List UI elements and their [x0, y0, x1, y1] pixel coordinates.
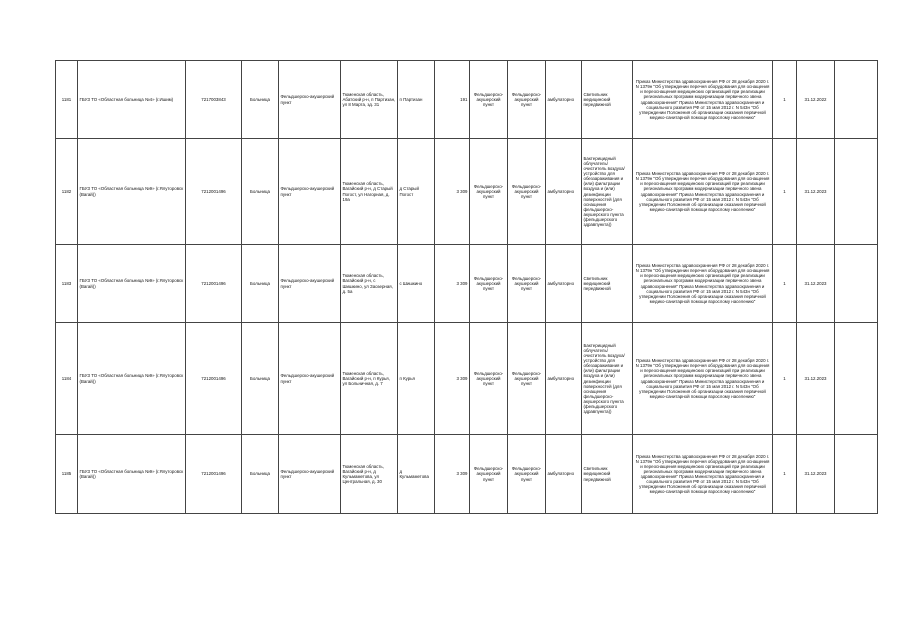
deadline-date: 31.12.2023	[797, 139, 835, 245]
organization-kind: Больница	[242, 61, 279, 139]
legal-basis: Приказ Министерства здравоохранения РФ от 28 декабря 2020 г. N 1379н "Об утверждении перечня оборудования для оснащения и переоснащения медицинских организаций при реализации региональных программ модернизации первичного звена здравоохранения" Приказ Министерства здравоохранения и социального развития РФ от 15 мая 2012 г. N 543н "Об утверждении Положения об организации оказания первичной медико-санитарной помощи взрослому населению"	[633, 435, 773, 514]
equipment-name: Светильник медицинский передвижной	[582, 435, 633, 514]
unit-address: Тюменская область, Вагайский р-н, д Кульмаметова, ул Центральная, д. 30	[341, 435, 398, 514]
inn-code: 7212001496	[186, 245, 242, 323]
table-row	[56, 139, 878, 245]
settlement-name: д Кульмаметова	[398, 435, 435, 514]
unit-name: Фельдшерско-акушерский пункт	[279, 61, 341, 139]
inn-code: 7212001496	[186, 323, 242, 435]
row-number: 1181	[56, 61, 78, 139]
inn-code: 7212001496	[186, 139, 242, 245]
equipment-name: Бактерицидный облучатель/очиститель воздуха/устройство для обеззараживания и (или) фильтрации воздуха и (или) дезинфекции поверхностей (для оснащения фельдшерско-акушерского пункта (фельдшерского здравпункта))	[582, 323, 633, 435]
legal-basis: Приказ Министерства здравоохранения РФ от 28 декабря 2020 г. N 1379н "Об утверждении перечня оборудования для оснащения и переоснащения медицинских организаций при реализации региональных программ модернизации первичного звена здравоохранения" Приказ Министерства здравоохранения и социального развития РФ от 15 мая 2012 г. N 543н "Об утверждении Положения об организации оказания первичной медико-санитарной помощи взрослому населению"	[633, 245, 773, 323]
empty-cell	[835, 245, 878, 323]
unit-name: Фельдшерско-акушерский пункт	[279, 323, 341, 435]
organization-kind: Больница	[242, 139, 279, 245]
quantity: 1	[773, 61, 797, 139]
unit-type: Фельдшерско-акушерский пункт	[470, 245, 508, 323]
quantity: 1	[773, 323, 797, 435]
row-number: 1184	[56, 323, 78, 435]
equipment-name: Светильник медицинский передвижной	[582, 61, 633, 139]
empty-cell	[835, 323, 878, 435]
unit-name: Фельдшерско-акушерский пункт	[279, 139, 341, 245]
organization-kind: Больница	[242, 323, 279, 435]
population-count: 3 309	[435, 139, 470, 245]
table-row	[56, 435, 878, 514]
unit-address: Тюменская область, Вагайский р-н, д Старый Погост, ул Нагорная, д. 19а	[341, 139, 398, 245]
organization-kind: Больница	[242, 245, 279, 323]
row-number: 1183	[56, 245, 78, 323]
unit-address: Тюменская область, Абатский р-н, п Партизан, ул 8 Марта, зд. 31	[341, 61, 398, 139]
row-number: 1185	[56, 435, 78, 514]
organization-name: ГБУЗ ТО «Областная больница №9» (г.Ялуторовск (Вагай))	[78, 245, 186, 323]
unit-type: Фельдшерско-акушерский пункт	[470, 61, 508, 139]
row-number: 1182	[56, 139, 78, 245]
unit-address: Тюменская область, Вагайский р-н, п Курья, ул Больничная, д. 7	[341, 323, 398, 435]
population-count: 191	[435, 61, 470, 139]
inn-code: 7217003843	[186, 61, 242, 139]
unit-type: Фельдшерско-акушерский пункт	[470, 435, 508, 514]
unit-profile: Фельдшерско-акушерский пункт	[508, 61, 546, 139]
quantity: 1	[773, 435, 797, 514]
unit-address: Тюменская область, Вагайский р-н, с Шишкино, ул Заозерная, д. 5а	[341, 245, 398, 323]
organization-name: ГБУЗ ТО «Областная больница №9» (г.Ялуторовск (Вагай))	[78, 323, 186, 435]
unit-profile: Фельдшерско-акушерский пункт	[508, 435, 546, 514]
empty-cell	[835, 139, 878, 245]
unit-type: Фельдшерско-акушерский пункт	[470, 139, 508, 245]
organization-name: ГБУЗ ТО «Областная больница №9» (г.Ялуторовск (Вагай))	[78, 435, 186, 514]
equipment-name: Бактерицидный облучатель/очиститель воздуха/устройство для обеззараживания и (или) фильтрации воздуха и (или) дезинфекции поверхностей (для оснащения фельдшерско-акушерского пункта (фельдшерского здравпункта))	[582, 139, 633, 245]
settlement-name: д Старый Погост	[398, 139, 435, 245]
legal-basis: Приказ Министерства здравоохранения РФ от 28 декабря 2020 г. N 1379н "Об утверждении перечня оборудования для оснащения и переоснащения медицинских организаций при реализации региональных программ модернизации первичного звена здравоохранения" Приказ Министерства здравоохранения и социального развития РФ от 15 мая 2012 г. N 543н "Об утверждении Положения об организации оказания первичной медико-санитарной помощи взрослому населению"	[633, 139, 773, 245]
legal-basis: Приказ Министерства здравоохранения РФ от 28 декабря 2020 г. N 1379н "Об утверждении перечня оборудования для оснащения и переоснащения медицинских организаций при реализации региональных программ модернизации первичного звена здравоохранения" Приказ Министерства здравоохранения и социального развития РФ от 15 мая 2012 г. N 543н "Об утверждении Положения об организации оказания первичной медико-санитарной помощи взрослому населению"	[633, 323, 773, 435]
deadline-date: 31.12.2023	[797, 245, 835, 323]
settlement-name: с Шишкино	[398, 245, 435, 323]
care-form: амбулаторно	[546, 323, 582, 435]
population-count: 3 309	[435, 323, 470, 435]
settlement-name: п Партизан	[398, 61, 435, 139]
quantity: 1	[773, 139, 797, 245]
deadline-date: 31.12.2022	[797, 61, 835, 139]
care-form: амбулаторно	[546, 61, 582, 139]
care-form: амбулаторно	[546, 139, 582, 245]
inn-code: 7212001496	[186, 435, 242, 514]
unit-profile: Фельдшерско-акушерский пункт	[508, 323, 546, 435]
legal-basis: Приказ Министерства здравоохранения РФ от 28 декабря 2020 г. N 1379н "Об утверждении перечня оборудования для оснащения и переоснащения медицинских организаций при реализации региональных программ модернизации первичного звена здравоохранения" Приказ Министерства здравоохранения и социального развития РФ от 15 мая 2012 г. N 543н "Об утверждении Положения об организации оказания первичной медико-санитарной помощи взрослому населению"	[633, 61, 773, 139]
deadline-date: 31.12.2023	[797, 323, 835, 435]
equipment-name: Светильник медицинский передвижной	[582, 245, 633, 323]
organization-name: ГБУЗ ТО «Областная больница №9» (г.Ялуторовск (Вагай))	[78, 139, 186, 245]
table-row	[56, 245, 878, 323]
organization-kind: Больница	[242, 435, 279, 514]
equipment-table	[55, 60, 878, 514]
unit-type: Фельдшерско-акушерский пункт	[470, 323, 508, 435]
population-count: 3 309	[435, 435, 470, 514]
quantity: 1	[773, 245, 797, 323]
unit-name: Фельдшерско-акушерский пункт	[279, 435, 341, 514]
population-count: 3 309	[435, 245, 470, 323]
empty-cell	[835, 61, 878, 139]
empty-cell	[835, 435, 878, 514]
deadline-date: 31.12.2023	[797, 435, 835, 514]
unit-profile: Фельдшерско-акушерский пункт	[508, 139, 546, 245]
unit-profile: Фельдшерско-акушерский пункт	[508, 245, 546, 323]
table-row	[56, 61, 878, 139]
care-form: амбулаторно	[546, 435, 582, 514]
table-row	[56, 323, 878, 435]
unit-name: Фельдшерско-акушерский пункт	[279, 245, 341, 323]
care-form: амбулаторно	[546, 245, 582, 323]
settlement-name: п Курья	[398, 323, 435, 435]
organization-name: ГБУЗ ТО «Областная больница №4» (г.Ишим)	[78, 61, 186, 139]
